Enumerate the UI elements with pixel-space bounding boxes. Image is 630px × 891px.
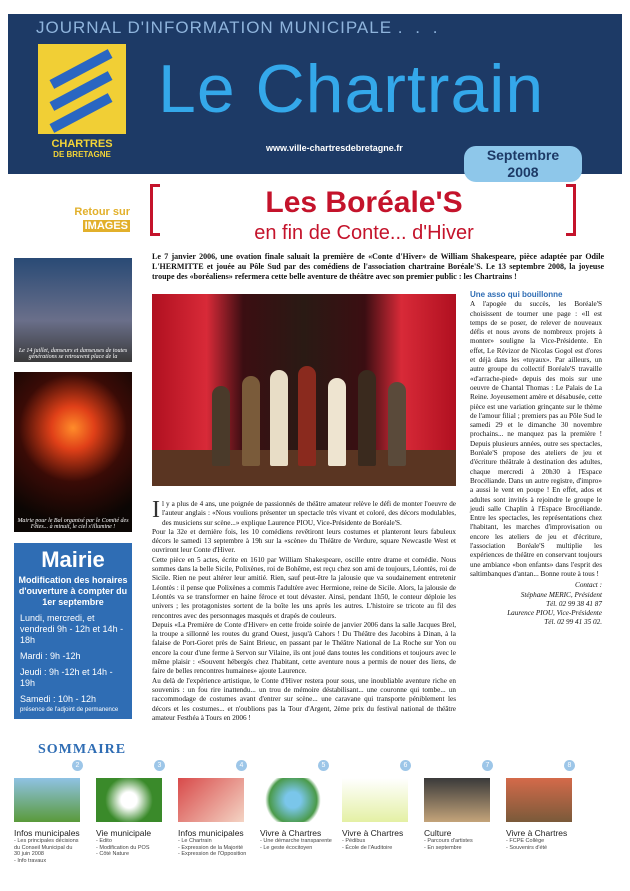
actor-figure: [298, 366, 316, 466]
newspaper-title: Le Chartrain: [158, 51, 545, 127]
journal-label: JOURNAL D'INFORMATION MUNICIPALE . . .: [36, 18, 442, 37]
issue-date-badge: Septembre 2008: [464, 146, 582, 182]
article-lead: Le 7 janvier 2006, une ovation finale saluait la première de «Conte d'Hiver» de William Shakespeare, pièce adaptée par Odile L'HERMITTE et jouée au Pôle Sud par des comédiens de l'association chartraine Boréale'S. Le 13 septembre 2008, la joyeuse troupe des «boréaliens» refermera cette belle aventure de théâtre avec son premier public : les Chartrains !: [152, 252, 604, 281]
thumb-culture[interactable]: [424, 778, 490, 822]
town-logo: [38, 44, 126, 134]
article-body: I l y a plus de 4 ans, une poignée de passionnés de théâtre amateur relève le défi de monter l'oeuvre de l'auteur anglais : «Nous voulions présenter un spectacle très vivant et coloré, des décors modulables, des musiciens sur scène...» explique Laurence PIOU, Vice-Présidente de Boréale'S. Pour la 32e et dernière fois, les 10 comédiens revêtiront leurs costumes et planteront leurs fabuleux décors le samedi 13 septembre à 19h sur la «scène» du Théâtre de Verdure, square Newcastle West et ouvriront leur Conte d'Hiver. Cette pièce en 5 actes, écrite en 1610 par William Shakespeare, oscille entre drame et comédie. Nous sommes dans la belle Sicile, Polixènes, roi de Bohême, est reçu chez son ami de toujours, Léontès, roi de Sicile. Rien ne peut altérer leur amitié. Rien, sauf peut-être la jalousie que va soudainement entretenir Léontès : il pense que Polixènes a commis l'adultère avec Hermione, reine de Sicile. Alors, la jalousie de Léontès va se transformer en haine féroce et tout dévaster. Ainsi, pendant 1h50, le conteur déploie les univers ; les protagonistes sortent de la boîte les uns après les autres. L'histoire se tricote au fil des rencontres avec des personnages masqués et drapés de couleurs. Depuis «La Première de Conte d'Hiver» en cette froide soirée de janvier 2006 dans la salle Jacques Brel, la troupe a sillonné les routes du grand Ouest, jusqu'à Cahors ! Du Théâtre des Jacobins à Dinan, à la falaise de Port-Goret près de Saint Brieuc, en passant par le Théâtre National de La Roche sur Yon ou encore la cour d'une ferme à Servon sur Vilaine, ils ont joué dans toutes les conditions et toujours avec le même plaisir : «Souvent hébergés chez l'habitant, cette aventure nous a permis de nouer des liens, de faire de belles rencontres humaines» ajoute Laurence. Au delà de l'expérience artistique, le Conte d'Hiver restera pour sous, une inoubliable aventure riche en souvenirs : un fou rire inattendu... un trou de mémoire déstabilisant... une couronne qui tombe... un raccommodage de costumes avant d'entrer sur scène... une caravane qui transporte péniblement les décors et les costumes... et n'oublions pas la Tour d'Argent, 2ème prix du festival national de théâtre amateur Festhéa à Tours en 2006 !: [152, 497, 456, 722]
mairie-note: présence de l'adjoint de permanence: [20, 707, 119, 713]
mairie-subtitle: Modification des horaires d'ouverture à compter du 1er septembre: [18, 575, 128, 607]
page-number: 3: [154, 760, 165, 771]
sommaire-item[interactable]: Infos municipales - Le Chartrain - Expression de la Majorité - Expression de l'Opposition: [178, 828, 247, 857]
thumb-infos-municipales[interactable]: [14, 778, 80, 822]
mairie-hours-line: Lundi, mercredi, et vendredi 9h - 12h et 14h - 18h: [20, 613, 124, 645]
sommaire-item[interactable]: Vivre à Chartres - Pédibus - École de l'Auditoire: [342, 828, 404, 851]
mairie-hours-line: Samedi : 10h - 12h: [20, 694, 97, 704]
sommaire-item[interactable]: Vie municipale - Edito - Modification du POS - Côté Nature: [96, 828, 152, 857]
theatre-photo: [152, 294, 456, 486]
photo-fireworks: [14, 372, 132, 532]
left-bracket: [150, 184, 160, 236]
actor-figure: [358, 370, 376, 466]
thumb-ecocitoyen[interactable]: [260, 778, 326, 822]
sommaire-item[interactable]: Vivre à Chartres - FCPE Collège - Souvenirs d'été: [506, 828, 568, 851]
mairie-hours-line: Jeudi : 9h -12h et 14h - 19h: [20, 667, 113, 688]
actor-figure: [328, 378, 346, 466]
actor-figure: [388, 382, 406, 466]
sommaire-title: SOMMAIRE: [38, 742, 127, 757]
mairie-hours-line: Mardi : 9h -12h: [20, 651, 81, 661]
side-heading: Une asso qui bouillonne: [470, 290, 563, 299]
page-number: 6: [400, 760, 411, 771]
sommaire-dots: [10, 762, 622, 772]
photo-bal-14-juillet: [14, 258, 132, 362]
actor-figure: [270, 370, 288, 466]
side-column: [470, 290, 602, 628]
photo-caption: Le 14 juillet, danseurs et danseuses de toutes générations se retrouvent place de la: [18, 348, 128, 360]
actor-figure: [212, 386, 230, 466]
sommaire-item[interactable]: Culture - Parcours d'artistes - En septembre: [424, 828, 473, 851]
thumb-pedibus[interactable]: [342, 778, 408, 822]
page-number: 4: [236, 760, 247, 771]
side-body: A l'apogée du succès, les Boréale'S choisissent de tourner une page : «Il est temps de se poser, de relever de nouveaux défis et nous avons de nombreux projets à monter» souligne la Vice-Présidente. En effet, Le Révizor de Nicolas Gogol est d'ores et déjà dans les «tuyaux». Par ailleurs, un autre groupe du collectif Boréale'S travaille «d'arrache-pied» depuis des mois sur une oeuvre de Chantal Thomas : Le Palais de La Reine. Joyeusement amère et désabusée, cette pièce est une variation grinçante sur le thème de l'amour filial ; premiers pas au Pôle Sud le samedi 29 et le dimanche 30 novembre prochains... ne manquez pas la première ! Depuis plusieurs années, outre ses spectacles, Boréale'S propose des ateliers de jeu et d'écriture théâtrale à destination des adultes, chaque mercredi à 20h30 à l'Espace Brocéliande. Dans un autre registre, d'impro» a aussi le vent en poupe ! En effet, ados et adultes sont invités à rejoindre le groupe le jeudi salle Chaplin à l'Espace Brocéliande. Entre les spectacles, les représentations chez l'habitant, les marches d'improvisation ou encore les ateliers de jeu et d'écriture, l'association Boréale'S multiplie les expériences de théâtre en conservant toujours une ambiance «bon enfants» dans l'esprit des saltimbanques d'antan... Bonne route à tous !: [470, 300, 602, 578]
contact-block: Contact : Stéphane MERIC, Président Tél. 02 99 38 41 87 Laurence PIOU, Vice-Présidente Tél. 02 99 41 35 02.: [507, 581, 602, 627]
thumb-le-chartrain[interactable]: [178, 778, 244, 822]
retour-sur-images: Retour sur IMAGES: [74, 206, 130, 232]
actor-figure: [242, 376, 260, 466]
mairie-hours-box: [14, 543, 132, 719]
thumb-souvenirs[interactable]: [506, 778, 572, 822]
page-number: 5: [318, 760, 329, 771]
page-number: 2: [72, 760, 83, 771]
drop-cap: I: [152, 497, 160, 523]
sommaire-item[interactable]: Infos municipales - Les principales décisions du Conseil Municipal du 30 juin 2008 - Info travaux: [14, 828, 80, 864]
website-link[interactable]: www.ville-chartresdebretagne.fr: [266, 143, 403, 153]
mairie-title: Mairie: [41, 547, 105, 572]
thumb-vie-municipale[interactable]: [96, 778, 162, 822]
photo-caption: Mairie pour le Bal organisé par le Comité des Fêtes... à minuit, le ciel s'illumine !: [17, 518, 129, 530]
page-number: 7: [482, 760, 493, 771]
sommaire-item[interactable]: Vivre à Chartres - Une démarche transparente - Le geste écocitoyen: [260, 828, 332, 851]
article-headline: Les Boréale'S en fin de Conte... d'Hiver: [254, 186, 474, 244]
logo-town-name: CHARTRES DE BRETAGNE: [51, 138, 113, 159]
page-number: 8: [564, 760, 575, 771]
